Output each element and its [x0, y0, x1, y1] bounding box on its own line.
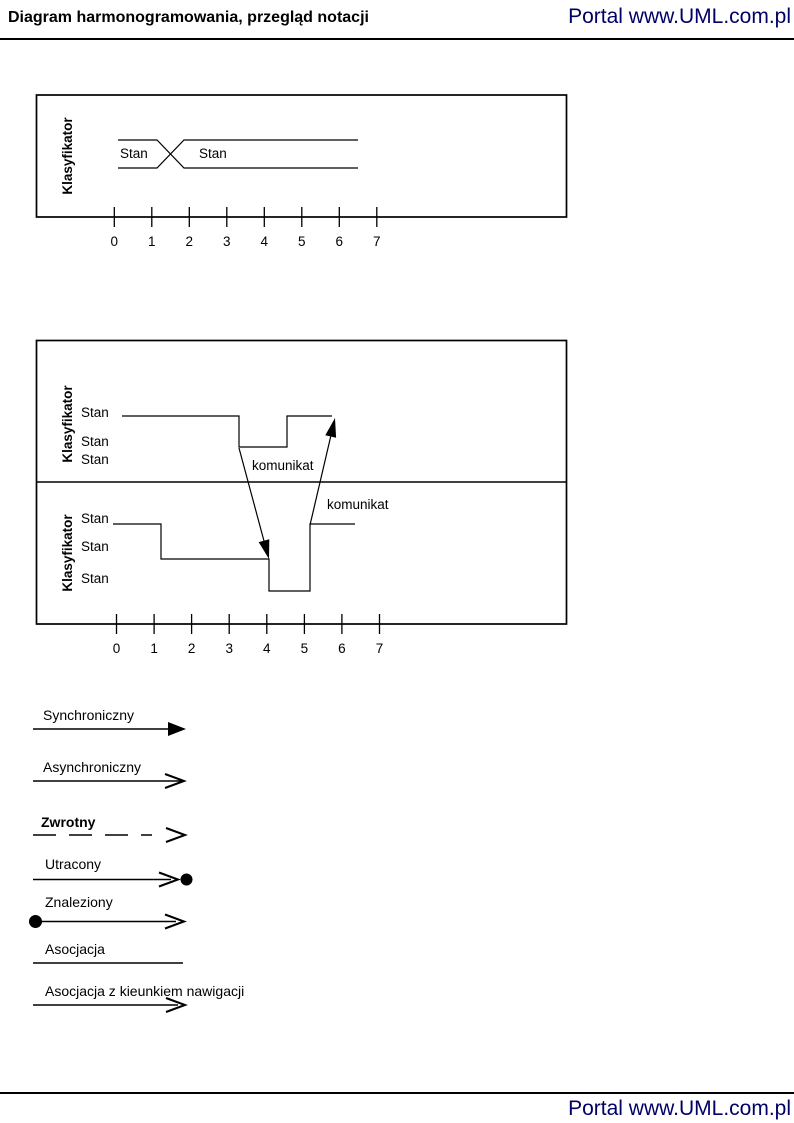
tick-label: 5	[300, 641, 309, 656]
state-line-bottom	[118, 140, 358, 168]
classifier-frame	[37, 95, 567, 217]
timing-diagram-single	[0, 80, 794, 260]
legend-label-reply: Zwrotny	[41, 814, 96, 830]
upper-state-timeline	[122, 416, 332, 447]
tick-label: 7	[375, 641, 384, 656]
state-line-top	[118, 140, 358, 168]
tick-label: 4	[260, 234, 269, 249]
synchronous-arrow	[33, 722, 186, 736]
footer-portal-link[interactable]: Portal www.UML.com.pl	[568, 1097, 791, 1120]
time-ruler-labels	[111, 234, 381, 249]
timing-diagram-two-lanes	[0, 330, 794, 670]
classifier-label: Klasyfikator	[60, 117, 75, 195]
lower-state-timeline	[113, 524, 355, 591]
state-label: Stan	[81, 405, 109, 420]
tick-label: 3	[225, 641, 233, 656]
classifier-label: Klasyfikator	[60, 514, 75, 592]
lost-message-arrow	[33, 873, 192, 887]
lost-endpoint-dot	[181, 874, 192, 885]
tick-label: 6	[335, 234, 344, 249]
header-divider	[0, 38, 794, 40]
legend-arrows	[0, 695, 300, 1020]
state-label: Stan	[81, 571, 109, 586]
tick-label: 3	[223, 234, 231, 249]
navigable-association-arrow	[33, 998, 185, 1012]
state-label: Stan	[81, 539, 109, 554]
legend-label-lost: Utracony	[45, 856, 102, 872]
tick-label: 2	[187, 641, 196, 656]
message-label: komunikat	[327, 497, 389, 512]
tick-label: 5	[298, 234, 306, 249]
state-label: Stan	[81, 434, 109, 449]
state-label: Stan	[81, 452, 109, 467]
tick-label: 7	[373, 234, 381, 249]
reply-arrow	[33, 828, 185, 842]
legend-label-found: Znaleziony	[45, 894, 113, 910]
state-label: Stan	[120, 146, 148, 161]
header-portal-link[interactable]: Portal www.UML.com.pl	[568, 5, 791, 28]
tick-label: 1	[150, 641, 158, 656]
classifier-label: Klasyfikator	[60, 385, 75, 463]
footer-divider	[0, 1092, 794, 1094]
state-label: Stan	[81, 511, 109, 526]
tick-label: 2	[185, 234, 194, 249]
asynchronous-arrow	[33, 774, 184, 788]
page-title: Diagram harmonogramowania, przegląd notacji	[8, 9, 369, 26]
tick-label: 4	[263, 641, 271, 656]
legend-label-synchronous: Synchroniczny	[43, 707, 135, 723]
legend-label-association: Asocjacja	[45, 941, 105, 957]
state-lifeline	[118, 140, 358, 168]
tick-label: 0	[110, 234, 119, 249]
found-message-arrow	[30, 915, 185, 929]
tick-label: 1	[148, 234, 156, 249]
found-origin-dot	[30, 916, 42, 928]
legend-label-navigable-association: Asocjacja z kieunkiem nawigacji	[45, 983, 245, 999]
message-label: komunikat	[252, 458, 314, 473]
legend-label-asynchronous: Asynchroniczny	[43, 759, 142, 775]
tick-label: 6	[338, 641, 346, 656]
tick-label: 0	[112, 641, 121, 656]
time-ruler-labels	[113, 641, 384, 656]
state-label: Stan	[199, 146, 227, 161]
